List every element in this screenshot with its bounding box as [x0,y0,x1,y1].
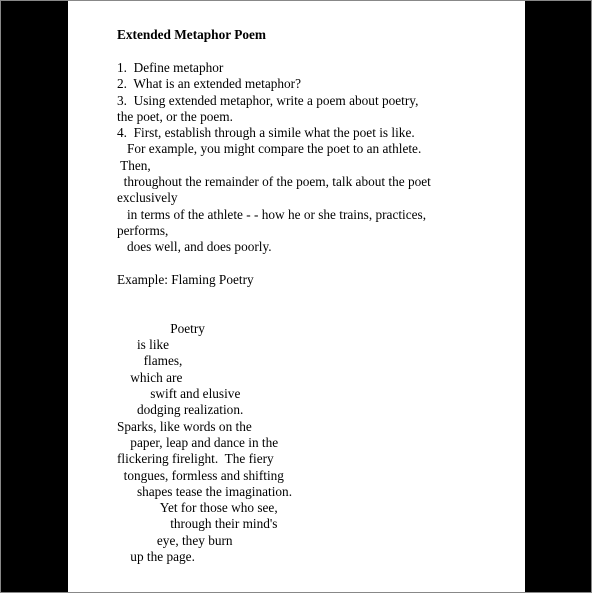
poem-line: which are [117,369,183,385]
instruction-line: exclusively [117,190,178,206]
instruction-line: does well, and does poorly. [117,239,272,255]
instruction-line: in terms of the athlete - - how he or she trains, practices, [117,206,427,222]
instruction-line: throughout the remainder of the poem, talk about the poet [117,174,431,190]
poem-line: flames, [117,353,183,369]
poem-line: tongues, formless and shifting [117,467,284,483]
poem-line: through their mind's [117,516,278,532]
example-label: Example: Flaming Poetry [117,271,254,287]
poem-line: up the page. [117,549,195,565]
poem-line: Sparks, like words on the [117,418,252,434]
document-page [68,1,525,592]
poem [117,321,517,565]
poem-line: dodging realization. [117,402,244,418]
poem-line: Yet for those who see, [117,500,278,516]
instruction-list [117,60,517,256]
instruction-line: 3. Using extended metaphor, write a poem about poetry, [117,92,419,108]
document-title: Extended Metaphor Poem [117,27,266,42]
instruction-line: Then, [117,157,151,173]
poem-line: paper, leap and dance in the [117,434,279,450]
document-body [117,27,517,565]
instruction-line: 1. Define metaphor [117,60,224,75]
instruction-line: 2. What is an extended metaphor? [117,76,302,92]
poem-line: eye, they burn [117,532,233,548]
instruction-line: For example, you might compare the poet to an athlete. [117,141,422,157]
poem-line: flickering firelight. The fiery [117,451,274,467]
instruction-line: the poet, or the poem. [117,108,233,124]
poem-line: swift and elusive [117,386,241,402]
instruction-line: performs, [117,222,169,238]
poem-line: is like [117,337,170,353]
poem-line: shapes tease the imagination. [117,483,293,499]
instruction-line: 4. First, establish through a simile what the poet is like. [117,125,415,141]
poem-line: Poetry [117,320,205,336]
